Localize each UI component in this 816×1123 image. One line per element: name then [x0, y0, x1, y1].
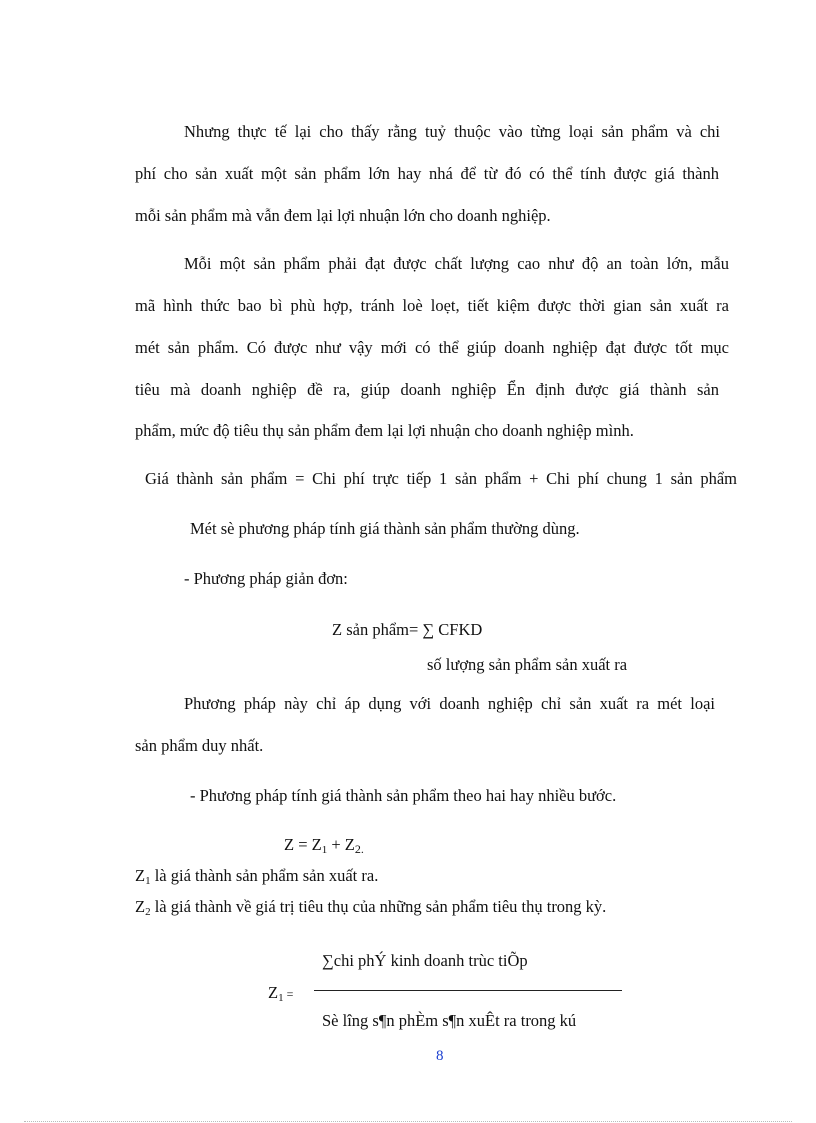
method1-desc-line1: Phương pháp này chỉ áp dụng với doanh nghiệp chỉ sản xuất ra mét loại [184, 694, 715, 713]
para2-line2: mã hình thức bao bì phù hợp, tránh loè loẹt, tiết kiệm được thời gian sản xuất ra [135, 296, 729, 315]
method1-title: - Phương pháp giản đơn: [184, 569, 348, 588]
para1-line3: mỗi sản phẩm mà vẫn đem lại lợi nhuận lớn cho doanh nghiệp. [135, 206, 551, 225]
fraction-numerator: ∑chi phÝ kinh doanh trùc tiÕp [322, 951, 528, 970]
para2-line5: phẩm, mức độ tiêu thụ sản phẩm đem lại lợi nhuận cho doanh nghiệp mình. [135, 421, 634, 440]
method2-title: - Phương pháp tính giá thành sản phẩm theo hai hay nhiều bước. [190, 786, 617, 805]
method1-desc-line2: sản phẩm duy nhất. [135, 736, 264, 755]
main-formula: Giá thành sản phẩm = Chi phí trực tiếp 1 sản phẩm + Chi phí chung 1 sản phẩm [145, 469, 737, 488]
method2-formula: $Z = Z_1 + Z_{2.}$ [284, 835, 364, 856]
page-bottom-divider [24, 1121, 792, 1122]
para1-line1: Nhưng thực tế lại cho thấy rằng tuỷ thuộc vào từng loại sản phẩm và chi [184, 122, 720, 141]
methods-intro: Mét sè phương pháp tính giá thành sản phẩm thường dùng. [190, 519, 580, 538]
fraction-bar [314, 990, 622, 991]
fraction-denominator: Sè lîng s¶n phÈm s¶n xuÊt ra trong kú [322, 1011, 577, 1030]
z1-definition: $Z_1$ là giá thành sản phẩm sản xuất ra. [135, 866, 379, 887]
page-number: 8 [436, 1048, 444, 1064]
para2-line3: mét sản phẩm. Có được như vậy mới có thể giúp doanh nghiệp đạt được tốt mục [135, 338, 729, 357]
z2-definition: $Z_2$ là giá thành về giá trị tiêu thụ của những sản phẩm tiêu thụ trong kỳ. [135, 897, 607, 918]
method1-formula-bottom: số lượng sản phẩm sản xuất ra [427, 655, 628, 674]
method1-formula-top: Z sản phẩm= ∑ CFKD [332, 620, 483, 639]
fraction-lhs: $Z_1$ = [268, 983, 294, 1004]
para2-line4: tiêu mà doanh nghiệp đề ra, giúp doanh nghiệp Ển định được giá thành sản [135, 380, 719, 399]
para2-line1: Mỗi một sản phẩm phải đạt được chất lượng cao như độ an toàn lớn, mẫu [184, 254, 729, 273]
para1-line2: phí cho sản xuất một sản phẩm lớn hay nhá để từ đó có thể tính được giá thành [135, 164, 719, 183]
